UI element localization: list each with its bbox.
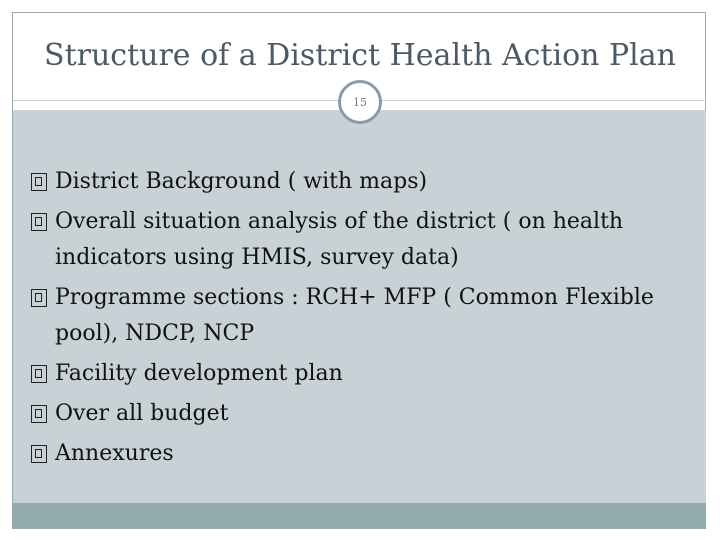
bullet-box-icon (31, 173, 47, 191)
bullet-text: Facility development plan (55, 361, 343, 386)
bullet-text: Annexures (55, 441, 174, 466)
bullet-item (31, 356, 671, 392)
bullet-text: Over all budget (55, 401, 229, 426)
slide-title: Structure of a District Health Action Plan (44, 38, 676, 73)
bullet-box-icon (31, 365, 47, 383)
footer-band (13, 503, 706, 528)
page-number: 15 (353, 95, 367, 109)
bullet-box-icon (31, 213, 47, 231)
bullet-item (31, 164, 671, 200)
bullet-box-icon (31, 289, 47, 307)
bullet-text: District Background ( with maps) (55, 169, 428, 194)
bullet-item (31, 280, 671, 352)
bullet-item (31, 436, 671, 472)
bullet-text: Overall situation analysis of the district ( on health indicators using HMIS, survey data) (55, 209, 624, 270)
bullet-box-icon (31, 445, 47, 463)
bullet-text: Programme sections : RCH+ MFP ( Common Flexible pool), NDCP, NCP (55, 285, 654, 346)
bullet-box-icon (31, 405, 47, 423)
bullet-item (31, 204, 671, 276)
bullet-item (31, 396, 671, 432)
page-number-badge (338, 80, 382, 124)
bullet-list (31, 164, 671, 476)
